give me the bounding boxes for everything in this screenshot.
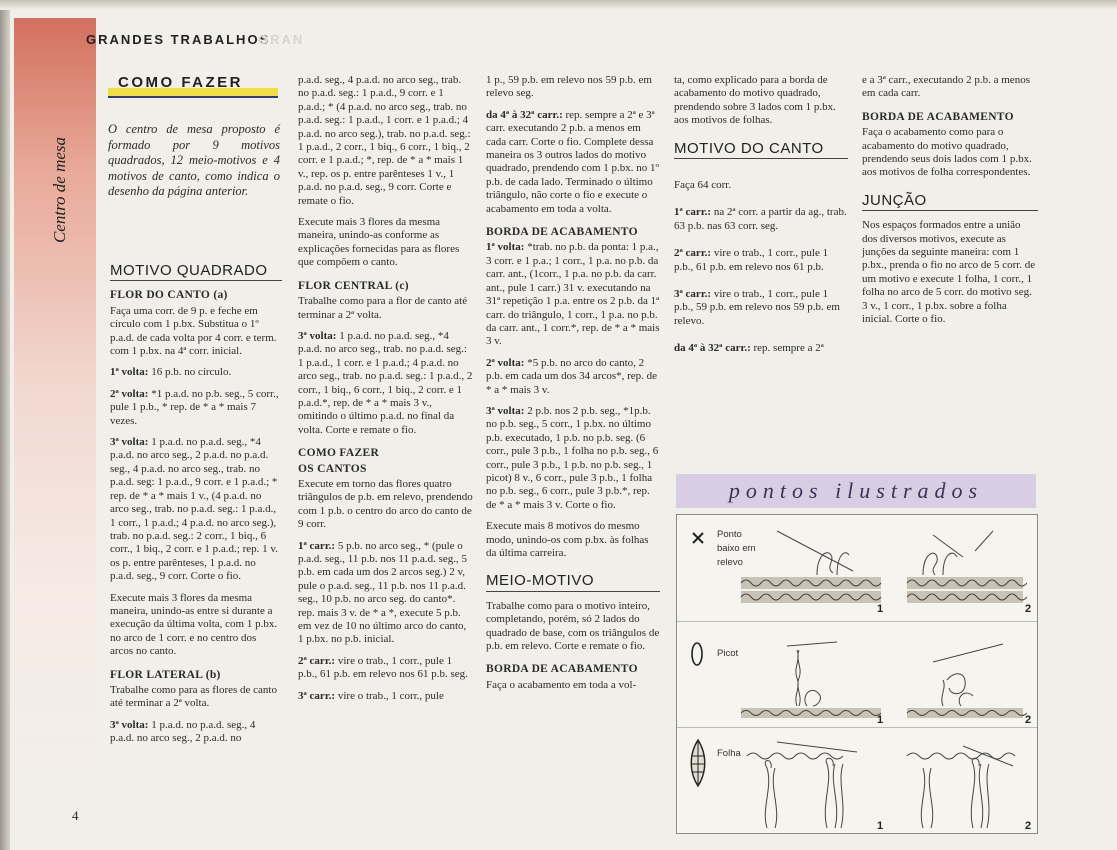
- stitch-row-relevo: [677, 515, 1037, 621]
- meio-motivo-text: Trabalhe como para o motivo inteiro, completando, porém, só 2 lados do quadrado de base, com os triângulos de p.b. em relevo. Corte e remate o fio.: [486, 599, 660, 653]
- col3-continued: 1 p., 59 p.b. em relevo nos 59 p.b. em relevo seg.: [486, 74, 652, 100]
- volta-3b: 3ª volta: 1 p.a.d. no p.a.d. seg., 4 p.a.d. no arco seg., 2 p.a.d. no: [110, 718, 256, 745]
- juncao-text: Nos espaços formados entre a união dos diversos motivos, execute as junções da seguinte maneira: com 1 p.bx., prenda o fio no arco de 5 corr. de um motivo e execute 1 folha, 1 corr., 1 folha no arco de 5 corr. do motivo seg. 3 v., 1 corr., 1 p.bx. sobre a folha inicial. Corte o fio.: [862, 219, 1036, 326]
- diagram-number-2: 2: [1025, 603, 1032, 615]
- col4-carr-3: 3ª carr.: vire o trab., 1 corr., pule 1 p.b., 59 p.b. em relevo nos 59 p.b. em relevo.: [674, 288, 840, 327]
- label-ponto: Ponto: [717, 529, 742, 540]
- flor-central-text: Trabalhe como para a flor de canto até terminar a 2ª volta.: [298, 295, 468, 321]
- picot-symbol-icon: [689, 640, 705, 668]
- col2-continued: p.a.d. seg., 4 p.a.d. no arco seg., trab. no p.a.d. seg.: 1 p.a.d., 9 corr. e 1 p.a.d.; * (4 p.a.d. no arco seg., trab. no p.a.d. seg.: 1 p.a.d., 1 corr. e 1 p.a.d.; 4 p.a.d. no arco seg.), trab. no p.a.d. seg.: 1 p.a.d., 2 corr., 1 biq., 6 corr., 1 biq., 2 corr. e 1 p.a.d.; *, rep. de * a * mais 1 v., rep. os p. entre parênteses 1 v., 1 p.a.d. no p.a.d. seg., 9 corr. Corte e remate o fio.: [298, 74, 471, 207]
- col2-carr-1: 1ª carr.: 5 p.b. no arco seg., * (pule o p.a.d. seg., 11 p.b. nos 11 p.a.d. seg., 5 p.b. em cada um dos 2 arcos seg.) 2 v, pule o p.a.d. seg., 11 p.b. nos 11 p.a.d. seg., 10 p.b. no arco seg. do canto*. rep. mais 3 v. de * a *, execute 5 p.b. em vez de 10 no último arco do canto, 1 p.bx. no p.b. inicial.: [298, 539, 468, 646]
- col4-carr-1: 1ª carr.: na 2ª corr. a partir da ag., trab. 63 p.b. nas 63 corr. seg.: [674, 206, 847, 232]
- page-number: 4: [72, 808, 79, 823]
- subheading-flor-central: FLOR CENTRAL (c): [298, 279, 409, 292]
- column-5: [862, 74, 1038, 335]
- col4-carr-2: 2ª carr.: vire o trab., 1 corr., pule 1 p.b., 61 p.b. em relevo nos 61 p.b.: [674, 247, 829, 273]
- como-fazer-title: COMO FAZER: [118, 74, 243, 91]
- col2-carr-2: 2ª carr.: vire o trab., 1 corr., pule 1 p.b., 61 p.b. em relevo nos 61 p.b. seg.: [298, 654, 468, 681]
- intro-text: O centro de mesa proposto é formado por 9 motivos quadrados, 12 meio-motivos e 4 motivos de canto, como indica o desenho da página anterior.: [108, 122, 280, 198]
- diagram-number-1: 1: [877, 603, 884, 615]
- subheading-borda-acabamento: BORDA DE ACABAMENTO: [486, 226, 638, 239]
- x-symbol-icon: [691, 531, 705, 545]
- heading-motivo-canto: MOTIVO DO CANTO: [674, 142, 848, 159]
- subheading-borda-acabamento-3: BORDA DE ACABAMENTO: [862, 110, 1014, 123]
- leaf-symbol-icon: [687, 738, 709, 788]
- subheading-como-cantos-2: OS CANTOS: [298, 462, 367, 475]
- column-3: [486, 74, 660, 700]
- section-title: GRANDES TRABALHOS: [86, 32, 271, 47]
- col3-da-4: da 4ª à 32ª carr.: rep. sempre a 2ª e 3ª carr. executando 2 p.b. a menos em cada carr. Corte o fio. Complete dessa maneira os 3 outros lados do motivo quadrado, prendendo com 1 p.bx. no 1º p.b. de cada lado. Terminado o último triângulo, não corte o fio e execute o acabamento em toda a volta.: [486, 108, 659, 215]
- col3-execute: Execute mais 8 motivos do mesmo modo, unindo-os com p.bx. às folhas da última carreira.: [486, 520, 649, 559]
- volta-3: 3ª volta: 1 p.a.d. no p.a.d. seg., *4 p.a.d. no arco seg., 2 p.a.d. no p.a.d. seg., 4 p.a.d. no arco seg., trab. no p.a.d. seg: 1 p.a.d., 9 corr. e 1 p.a.d.; * rep. de * a * mais 1 v., (4 p.a.d. no arco seg., trab. no p.a.d. seg.: 1 p.a.d., 1 corr., 1 p.a.d.; 4 p.a.d. no arco seg.), trab. no p.a.d. seg.: 2 corr., 1 biq., 6 corr., 1 biq., 2 corr. e 1 p.a.d.; rep. 1 v. os p. entre parênteses, 1 p.a.d. no p.a.d. seg., 9 corr. Corte o fio.: [110, 436, 278, 583]
- borda-volta-2: 2ª volta: *5 p.b. no arco do canto, 2 p.b. em cada um dos 34 arcos*, rep. de * a * mais 3 v.: [486, 356, 658, 396]
- subheading-borda-acabamento-2: BORDA DE ACABAMENTO: [486, 663, 638, 676]
- col5-continued: e a 3ª carr., executando 2 p.b. a menos em cada carr.: [862, 74, 1030, 100]
- heading-motivo-quadrado: MOTIVO QUADRADO: [110, 264, 282, 281]
- picot-diagram-1: [737, 632, 887, 724]
- column-1: [110, 250, 282, 754]
- pontos-panel: [676, 514, 1038, 834]
- ghost-title: GRAN: [258, 32, 305, 47]
- pontos-banner: pontos ilustrados: [676, 474, 1036, 508]
- col4-continued: ta, como explicado para a borda de acabamento do motivo quadrado, prendendo sobre 3 lados com 1 p.bx. aos motivos de folhas.: [674, 74, 836, 127]
- heading-meio-motivo: MEIO-MOTIVO: [486, 574, 660, 591]
- col2-execute: Execute mais 3 flores da mesma maneira, unindo-as conforme as explicações fornecidas para as flores que compõem o canto.: [298, 216, 460, 269]
- subheading-flor-canto: FLOR DO CANTO (a): [110, 289, 228, 302]
- relevo-diagram-1: [737, 527, 887, 619]
- column-2: [298, 74, 473, 711]
- execute-text: Execute mais 3 flores da mesma maneira, unindo-as entre si durante a execução da última volta, com 1 p.bx. no arco de 1 corr. e no centro dos arcos no canto.: [110, 591, 278, 658]
- flor-canto-text: Faça uma corr. de 9 p. e feche em círculo com 1 p.bx. Substitua o 1º p.a.d. de cada volta por 4 corr. e term. com 1 p.bx. na 4ª corr. inicial.: [110, 304, 277, 358]
- heading-juncao: JUNÇÃO: [862, 194, 1038, 211]
- label-baixo-em: baixo em: [717, 543, 756, 554]
- col5-borda-text: Faça o acabamento como para o acabamento do motivo quadrado, prendendo seus dois lados com 1 p.bx. aos motivos de folha correspondentes.: [862, 126, 1032, 179]
- relevo-diagram-2: [903, 527, 1027, 619]
- col2-carr-3: 3ª carr.: vire o trab., 1 corr., pule: [298, 689, 444, 702]
- binding-edge: [0, 0, 10, 850]
- borda2-text: Faça o acabamento em toda a vol-: [486, 678, 637, 691]
- subheading-como-cantos-1: COMO FAZER: [298, 447, 380, 460]
- top-shadow: [0, 0, 1117, 10]
- subheading-flor-lateral: FLOR LATERAL (b): [110, 668, 221, 681]
- flor-lateral-text: Trabalhe como para as flores de canto até terminar a 2ª volta.: [110, 683, 277, 710]
- folha-diagram-2: [903, 736, 1027, 832]
- como-fazer-heading: [108, 74, 278, 100]
- diagram-number-5: 1: [877, 820, 884, 832]
- side-label: Centro de mesa: [50, 136, 70, 244]
- column-4: [674, 74, 848, 364]
- label-picot: Picot: [717, 648, 739, 659]
- faca-text: Faça 64 corr.: [674, 179, 732, 192]
- diagram-number-3: 1: [877, 714, 884, 726]
- label-folha: Folha: [717, 748, 741, 759]
- borda-volta-1: 1ª volta: *trab. no p.b. da ponta: 1 p.a., 3 corr. e 1 p.a.; 1 corr., 1 p.a. no p.b. da carr. ant., (1corr., 1 p.a. no p.b. da carr. ant., pule 1 carr.) 31 v. executando na 31ª repetição 1 p.a. entre os 2 p.b. da 1ª carr. do triângulo, 1 corr., 1 p.a. no p.b. da carr. ant., 1 corr.*, rep. de * a * mais 3 v.: [486, 241, 660, 348]
- stitch-row-picot: [677, 621, 1037, 728]
- underline-rule: [108, 96, 278, 98]
- stitch-row-folha: [677, 727, 1037, 834]
- volta-2: 2ª volta: *1 p.a.d. no p.b. seg., 5 corr., pule 1 p.b., * rep. de * a * mais 7 vezes.: [110, 387, 279, 427]
- diagram-number-4: 2: [1025, 714, 1032, 726]
- col2-volta-3: 3ª volta: 1 p.a.d. no p.a.d. seg., *4 p.a.d. no arco seg., trab. no p.a.d. seg.: 1 p.a.d., 1 corr. e 1 p.a.d.; 4 p.a.d. no arco seg., trab. no p.a.d. seg.: 1 p.a.d., 2 corr., 1 biq., 6 corr., 1 biq., 2 corr. e 1 p.a.d.*, rep. de * a * mais 3 v., omitindo o último p.a.d. no final da volta. Corte e remate o fio.: [298, 329, 473, 436]
- borda-volta-3: 3ª volta: 2 p.b. nos 2 p.b. seg., *1p.b. no p.b. seg., 5 corr., 1 p.bx. no último p.b. executado, 1 p.b. no p.b. seg. (6 corr., pule 3 p.b., 1 folha no p.b. seg., 6 corr., pule 3 p.b., 1 p.b. no p.b. seg., 1 picot) 8 v., 6 corr., pule 3 p.b., 1 folha no p.b. seg., 6 corr., pule 3 p.b.*, rep. de * a * mais 3 v. Corte o fio.: [486, 404, 659, 511]
- como-cantos-text: Execute em torno das flores quatro triângulos de p.b. em relevo, prendendo com 1 p.b. o centro do arco do canto de 9 corr.: [298, 477, 473, 531]
- folha-diagram-1: [737, 736, 887, 832]
- col4-da-4: da 4ª à 32ª carr.: rep. sempre a 2ª: [674, 342, 824, 355]
- diagram-number-6: 2: [1025, 820, 1032, 832]
- picot-diagram-2: [903, 632, 1027, 724]
- volta-1: 1ª volta: 16 p.b. no círculo.: [110, 366, 232, 379]
- label-relevo: relevo: [717, 557, 743, 568]
